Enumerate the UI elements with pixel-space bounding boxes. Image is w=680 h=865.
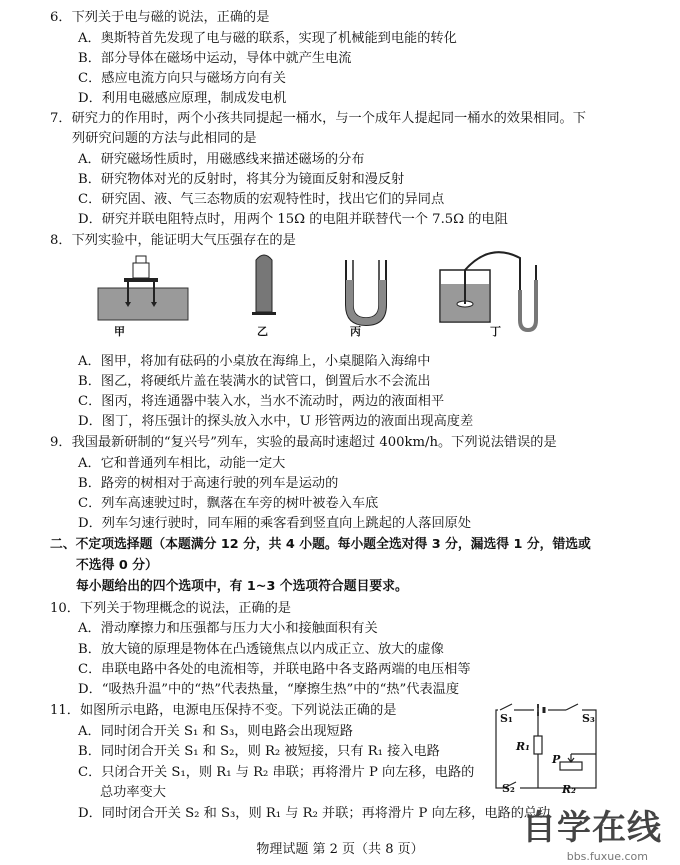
q7-option-c: C．研究固、液、气三态物质的宏观特性时，找出它们的异同点	[78, 192, 445, 207]
circuit-label-r2: R₂	[562, 783, 576, 796]
q8-option-d: D．图丁，将压强计的探头放入水中，U 形管两边的液面出现高度差	[78, 414, 474, 429]
q8-option-b: B．图乙，将硬纸片盖在装满水的试管口，倒置后水不会流出	[78, 374, 431, 389]
q10-option-d: D．“吸热升温”中的“热”代表热量，“摩擦生热”中的“热”代表温度	[78, 682, 460, 697]
q8-label-ding: 丁	[490, 325, 501, 338]
q9-option-a: A．它和普通列车相比，动能一定大	[78, 456, 286, 471]
watermark-url: bbs.fuxue.com	[566, 850, 648, 863]
q8-label-bing: 丙	[350, 325, 361, 338]
q8-option-c: C．图丙，将连通器中装入水，当水不流动时，两边的液面相平	[78, 394, 445, 409]
figure-jia-sponge-table	[98, 256, 188, 320]
q8-label-jia: 甲	[114, 325, 125, 338]
q8-option-a: A．图甲，将加有砝码的小桌放在海绵上，小桌腿陷入海绵中	[78, 354, 431, 369]
circuit-label-s3: S₃	[582, 712, 595, 725]
q6-option-d: D．利用电磁感应原理，制成发电机	[78, 91, 287, 106]
q8-stem: 8．下列实验中，能证明大气压强存在的是	[50, 233, 296, 248]
q6-option-b: B．部分导体在磁场中运动，导体中就产生电流	[78, 51, 352, 66]
q11-option-c-continued: 总功率变大	[100, 785, 166, 800]
q11-option-c: C．只闭合开关 S₁，则 R₁ 与 R₂ 串联；再将滑片 P 向左移，电路的	[78, 765, 475, 780]
q9-option-d: D．列车匀速行驶时，同车厢的乘客看到竖直向上跳起的人落回原处	[78, 516, 472, 531]
q7-stem-continued: 列研究问题的方法与此相同的是	[72, 131, 257, 146]
figure-bing-u-tube	[346, 260, 386, 325]
q11-option-d: D．同时闭合开关 S₂ 和 S₃，则 R₁ 与 R₂ 并联；再将滑片 P 向左移，电路的总功	[78, 806, 551, 821]
q11-stem: 11．如图所示电路，电源电压保持不变。下列说法正确的是	[50, 703, 397, 718]
q11-option-b: B．同时闭合开关 S₁ 和 S₂，则 R₂ 被短接，只有 R₁ 接入电路	[78, 744, 440, 759]
q6-option-c: C．感应电流方向只与磁场方向有关	[78, 71, 286, 86]
q10-stem: 10．下列关于物理概念的说法，正确的是	[50, 601, 291, 616]
q9-option-c: C．列车高速驶过时，飘落在车旁的树叶被卷入车底	[78, 496, 379, 511]
q7-option-b: B．研究物体对光的反射时，将其分为镜面反射和漫反射	[78, 172, 405, 187]
q7-option-a: A．研究磁场性质时，用磁感线来描述磁场的分布	[78, 152, 365, 167]
circuit-label-s1: S₁	[500, 712, 513, 725]
q10-option-a: A．滑动摩擦力和压强都与压力大小和接触面积有关	[78, 621, 378, 636]
watermark-logo: 自学在线	[522, 808, 662, 848]
section2-instruction: 每小题给出的四个选项中，有 1~3 个选项符合题目要求。	[76, 579, 408, 594]
q9-option-b: B．路旁的树相对于高速行驶的列车是运动的	[78, 476, 339, 491]
section2-heading-continued: 不选得 0 分）	[76, 558, 158, 573]
q6-option-a: A．奥斯特首先发现了电与磁的联系，实现了机械能到电能的转化	[78, 31, 457, 46]
q10-option-b: B．放大镜的原理是物体在凸透镜焦点以内成正立、放大的虚像	[78, 642, 444, 657]
q8-label-yi: 乙	[257, 325, 268, 338]
circuit-label-r1: R₁	[516, 740, 530, 753]
circuit-label-p: P	[552, 753, 561, 766]
figure-yi-test-tube	[252, 255, 276, 315]
figure-ding-manometer	[440, 252, 536, 330]
q8-figures	[80, 250, 540, 345]
q11-option-a: A．同时闭合开关 S₁ 和 S₃，则电路会出现短路	[78, 724, 353, 739]
q9-stem: 9．我国最新研制的“复兴号”列车，实验的最高时速超过 400km/h。下列说法错误的是	[50, 435, 557, 450]
section2-heading: 二、不定项选择题（本题满分 12 分，共 4 小题。每小题全选对得 3 分，漏选得 1 分，错选或	[50, 537, 591, 552]
q10-option-c: C．串联电路中各处的电流相等，并联电路中各支路两端的电压相等	[78, 662, 471, 677]
q7-stem: 7．研究力的作用时，两个小孩共同提起一桶水，与一个成年人提起同一桶水的效果相同。下	[50, 111, 586, 126]
circuit-label-s2: S₂	[502, 782, 515, 795]
q7-option-d: D．研究并联电阻特点时，用两个 15Ω 的电阻并联替代一个 7.5Ω 的电阻	[78, 212, 508, 227]
page-footer: 物理试题 第 2 页（共 8 页）	[256, 842, 424, 857]
q6-stem: 6．下列关于电与磁的说法，正确的是	[50, 10, 270, 25]
